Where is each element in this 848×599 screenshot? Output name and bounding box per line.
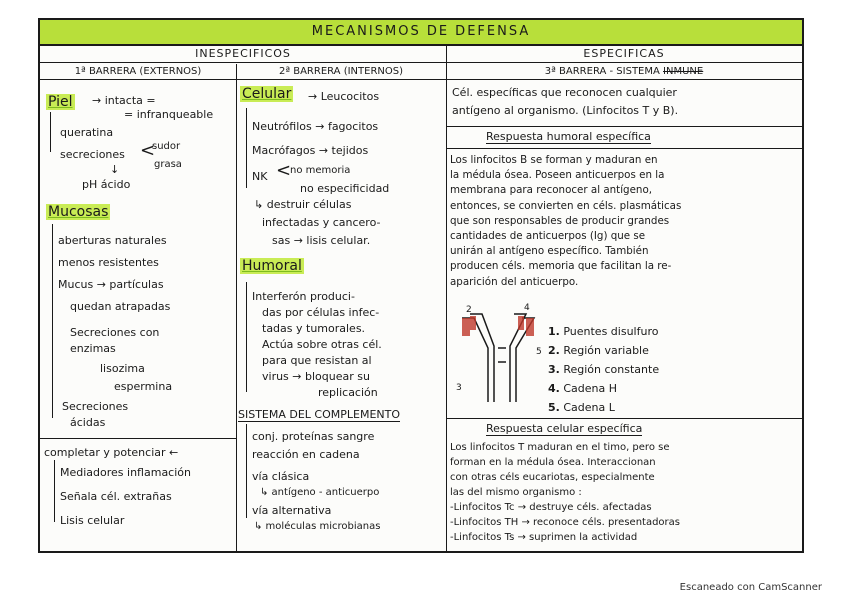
celular-text-5: -Linfocitos TH → reconoce céls. presentadoras bbox=[450, 517, 680, 528]
legend-item-2: 3. Región constante bbox=[548, 363, 660, 376]
complemento-line-1: reacción en cadena bbox=[252, 448, 360, 461]
piel-label: Piel bbox=[48, 94, 73, 110]
mucosas-item-5: enzimas bbox=[70, 342, 116, 355]
celular-item-7: sas → lisis celular. bbox=[272, 234, 371, 247]
completar-item-1: Señala cél. extrañas bbox=[60, 490, 172, 503]
grasa-text: grasa bbox=[154, 159, 182, 170]
ab-label-5: 5 bbox=[536, 347, 542, 357]
humoral-esp-bottom bbox=[446, 148, 802, 149]
complemento-line-0: conj. proteínas sangre bbox=[252, 430, 375, 443]
mucosas-item-8: Secreciones bbox=[62, 400, 129, 413]
ph-text: pH ácido bbox=[82, 178, 131, 191]
celular-text-2: con otras céls eucariotas, especialmente bbox=[450, 472, 655, 483]
celular-text-3: las del mismo organismo : bbox=[450, 487, 582, 498]
especificas-intro bbox=[452, 84, 798, 120]
ab-label-1: 2 bbox=[466, 305, 472, 315]
especificas-header: ESPECIFICAS bbox=[446, 46, 802, 63]
humoral-line-1: das por células infec- bbox=[262, 306, 380, 319]
celular-label: Celular bbox=[242, 86, 292, 102]
barrera3-header bbox=[446, 64, 802, 80]
celular-tree bbox=[246, 108, 247, 188]
legend-item-3: 4. Cadena H bbox=[548, 382, 617, 395]
completar-item-0: Mediadores inflamación bbox=[60, 466, 191, 479]
piel-line1: → intacta = bbox=[92, 94, 156, 107]
piel-line2: = infranqueable bbox=[124, 108, 214, 121]
humoral-line-2: tadas y tumorales. bbox=[262, 322, 366, 335]
humoral-text-1: la médula ósea. Poseen anticuerpos en la bbox=[450, 169, 665, 182]
barrera3-label: 3ª BARRERA - SISTEMA bbox=[544, 66, 660, 77]
legend-item-0: 1. Puentes disulfuro bbox=[548, 325, 659, 338]
humoral-text-0: Los linfocitos B se forman y maduran en bbox=[450, 154, 658, 166]
antibody-diagram bbox=[452, 302, 542, 412]
celular-item-1: Macrófagos → tejidos bbox=[252, 144, 369, 157]
humoral-esp-header: Respuesta humoral específica bbox=[486, 130, 651, 143]
antibody-legend bbox=[548, 322, 788, 417]
celular-esp-text bbox=[450, 440, 800, 545]
humoral-line-6: replicación bbox=[318, 386, 378, 399]
celular-text-0: Los linfocitos T maduran en el timo, pero se bbox=[450, 442, 670, 453]
celular-text-1: forman en la médula ósea. Interaccionan bbox=[450, 457, 656, 468]
divider-main bbox=[446, 46, 447, 553]
barrera1-header: 1ª BARRERA (EXTERNOS) bbox=[40, 64, 236, 80]
brace: < bbox=[140, 140, 156, 161]
humoral-text-5: cantidades de anticuerpos (Ig) que se bbox=[450, 230, 646, 243]
celular-text-4: -Linfocitos Tc → destruye céls. afectadas bbox=[450, 502, 652, 513]
ab-label-3: 3 bbox=[456, 383, 462, 393]
barrera3-struck: INMUNE bbox=[663, 66, 704, 77]
complemento-header: SISTEMA DEL COMPLEMENTO bbox=[238, 408, 401, 421]
mucosas-item-7: espermina bbox=[114, 380, 173, 393]
humoral-line-5: virus → bloquear su bbox=[262, 370, 370, 383]
celular-item-2: NK bbox=[252, 170, 268, 183]
celular-item-0: Neutrófilos → fagocitos bbox=[252, 120, 379, 133]
humoral-label: Humoral bbox=[242, 258, 302, 274]
divider-b1-b2 bbox=[236, 64, 237, 438]
humoral-text-2: membrana para reconocer al antígeno, bbox=[450, 184, 653, 197]
celular-text-6: -Linfocitos Ts → suprimen la actividad bbox=[450, 532, 638, 543]
complemento-line-4: vía alternativa bbox=[252, 504, 332, 517]
celular-item-4: no especificidad bbox=[300, 182, 390, 195]
mucosas-item-2: Mucus → partículas bbox=[58, 278, 164, 291]
humoral-line-4: para que resistan al bbox=[262, 354, 372, 367]
humoral-tree bbox=[246, 282, 247, 392]
completar-tree bbox=[54, 460, 55, 522]
completar-item-2: Lisis celular bbox=[60, 514, 125, 527]
celular-item-3: no memoria bbox=[290, 165, 351, 176]
page-title: MECANISMOS DE DEFENSA bbox=[40, 20, 802, 46]
celular-esp-top bbox=[446, 418, 802, 419]
humoral-text-8: aparición del anticuerpo. bbox=[450, 275, 579, 288]
humoral-esp-text bbox=[450, 153, 800, 290]
mucosas-item-0: aberturas naturales bbox=[58, 234, 167, 247]
mucosas-tree bbox=[52, 224, 53, 418]
mucosas-item-9: ácidas bbox=[70, 416, 106, 429]
barrera2-header: 2ª BARRERA (INTERNOS) bbox=[236, 64, 446, 80]
complemento-line-5: ↳ moléculas microbianas bbox=[254, 521, 381, 532]
humoral-text-3: entonces, se convierten en céls. plasmáticas bbox=[450, 199, 682, 212]
legend-item-1: 2. Región variable bbox=[548, 344, 649, 357]
mucosas-item-1: menos resistentes bbox=[58, 256, 159, 269]
arrow-down: ↓ bbox=[110, 163, 120, 176]
mucosas-item-4: Secreciones con bbox=[70, 326, 160, 339]
humoral-line-0: Interferón produci- bbox=[252, 290, 355, 303]
piel-tree bbox=[50, 112, 51, 152]
celular-esp-header: Respuesta celular específica bbox=[486, 422, 643, 435]
mucosas-item-6: lisozima bbox=[100, 362, 145, 375]
humoral-line-3: Actúa sobre otras cél. bbox=[262, 338, 382, 351]
legend-item-4: 5. Cadena L bbox=[548, 401, 615, 414]
completar-header: completar y potenciar ← bbox=[44, 446, 179, 459]
intro-line-1: antígeno al organismo. (Linfocitos T y B). bbox=[452, 104, 679, 117]
leucocitos-text: → Leucocitos bbox=[308, 90, 380, 103]
secreciones-text: secreciones bbox=[60, 148, 125, 161]
sudor-text: sudor bbox=[152, 141, 181, 152]
celular-item-6: infectadas y cancero- bbox=[262, 216, 381, 229]
nk-brace: < bbox=[276, 160, 292, 181]
celular-item-5: ↳ destruir células bbox=[254, 198, 352, 211]
mucosas-item-3: quedan atrapadas bbox=[70, 300, 171, 313]
ab-label-4: 4 bbox=[524, 303, 530, 313]
humoral-esp-top bbox=[446, 126, 802, 127]
queratina-text: queratina bbox=[60, 126, 114, 139]
inespecificos-header: INESPECIFICOS bbox=[40, 46, 446, 63]
complemento-line-2: vía clásica bbox=[252, 470, 310, 483]
mucosas-label: Mucosas bbox=[48, 204, 109, 220]
completar-divider bbox=[40, 438, 236, 439]
divider-b1-b2-lower bbox=[236, 438, 237, 553]
document-sheet bbox=[38, 18, 804, 553]
humoral-text-6: unirán al antígeno específico. También bbox=[450, 245, 649, 258]
complemento-line-3: ↳ antígeno - anticuerpo bbox=[260, 487, 380, 498]
humoral-text-4: que son responsables de producir grandes bbox=[450, 214, 670, 227]
intro-line-0: Cél. específicas que reconocen cualquier bbox=[452, 86, 677, 99]
humoral-text-7: producen céls. memoria que facilitan la re- bbox=[450, 260, 672, 273]
scanner-footer: Escaneado con CamScanner bbox=[679, 582, 822, 593]
complemento-tree bbox=[246, 424, 247, 518]
